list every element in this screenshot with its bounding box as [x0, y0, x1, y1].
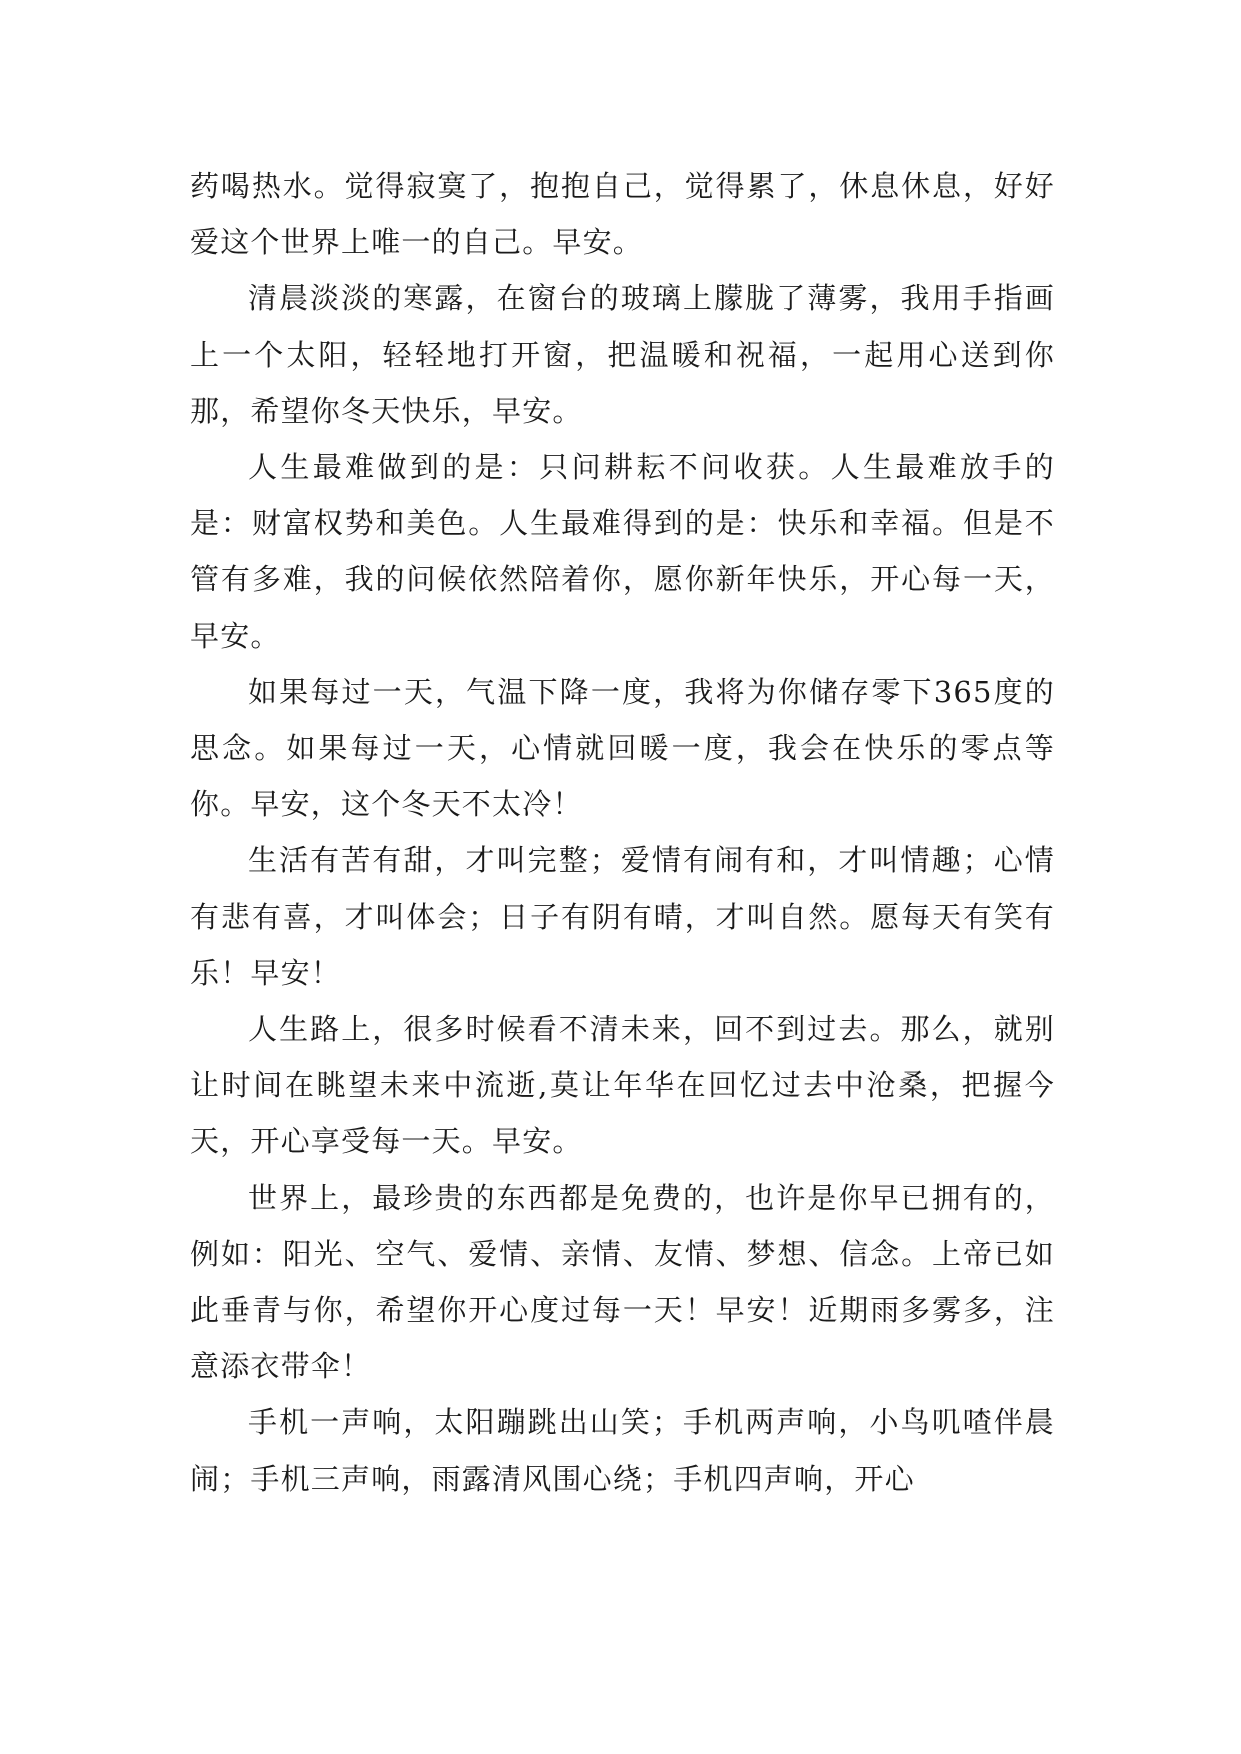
paragraph-continued: 药喝热水。觉得寂寞了，抱抱自己，觉得累了，休息休息，好好爱这个世界上唯一的自己。早安。 — [190, 169, 1055, 260]
paragraph: 人生最难做到的是：只问耕耘不问收获。人生最难放手的是：财富权势和美色。人生最难得到的是：快乐和幸福。但是不管有多难，我的问候依然陪着你，愿你新年快乐，开心每一天，早安。 — [190, 450, 1055, 653]
paragraph: 清晨淡淡的寒露，在窗台的玻璃上朦胧了薄雾，我用手指画上一个太阳，轻轻地打开窗，把温暖和祝福，一起用心送到你那，希望你冬天快乐，早安。 — [190, 281, 1055, 428]
paragraph: 如果每过一天，气温下降一度，我将为你储存零下365度的思念。如果每过一天，心情就回暖一度，我会在快乐的零点等你。早安，这个冬天不太冷！ — [190, 674, 1055, 822]
paragraph: 生活有苦有甜，才叫完整；爱情有闹有和，才叫情趣；心情有悲有喜，才叫体会；日子有阴有晴，才叫自然。愿每天有笑有乐！早安！ — [190, 843, 1055, 990]
document-body — [190, 158, 1055, 1507]
paragraph: 人生路上，很多时候看不清未来，回不到过去。那么，就别让时间在眺望未来中流逝,莫让年华在回忆过去中沧桑，把握今天，开心享受每一天。早安。 — [190, 1012, 1055, 1159]
paragraph: 世界上，最珍贵的东西都是免费的，也许是你早已拥有的，例如：阳光、空气、爱情、亲情、友情、梦想、信念。上帝已如此垂青与你，希望你开心度过每一天！早安！近期雨多雾多，注意添衣带伞！ — [190, 1180, 1055, 1384]
paragraph: 手机一声响，太阳蹦跳出山笑；手机两声响，小鸟叽喳伴晨闹；手机三声响，雨露清风围心绕；手机四声响，开心 — [190, 1405, 1055, 1496]
